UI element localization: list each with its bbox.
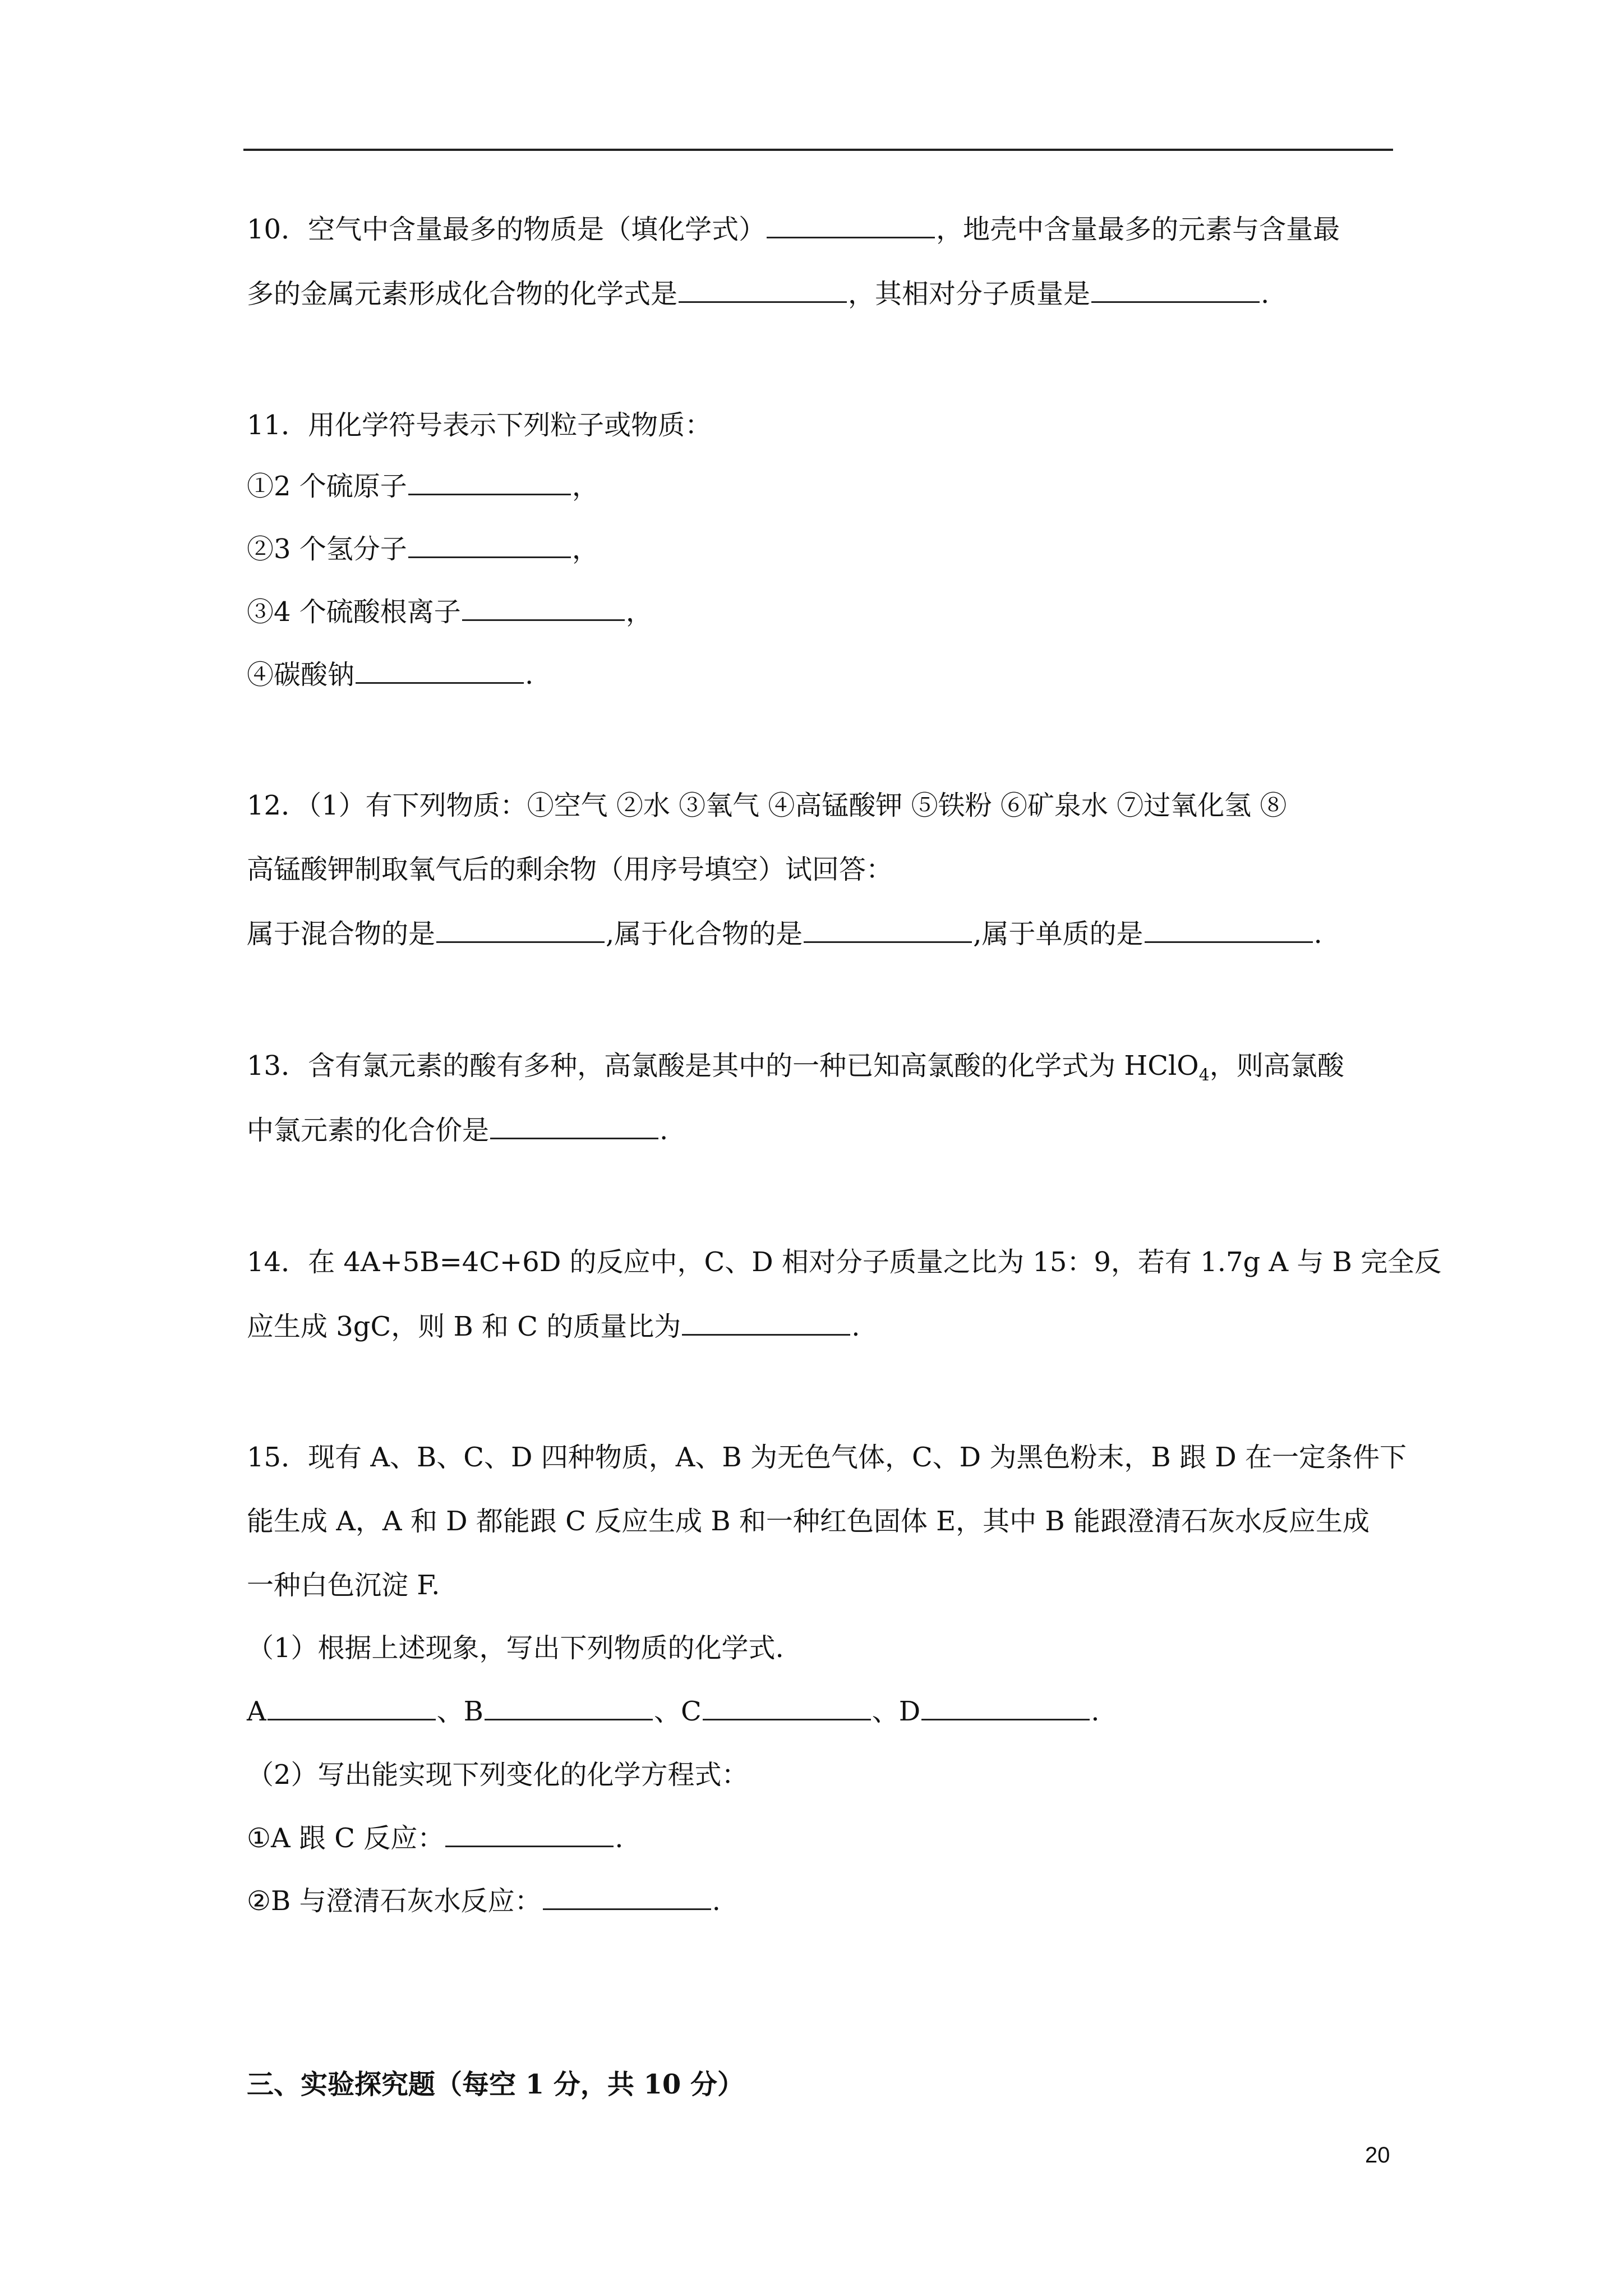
answer-blank[interactable] [490,1113,658,1139]
q12-line-3: 属于混合物的是 ,属于化合物的是 ,属于单质的是 . [247,917,1322,950]
q13-line-2: 中氯元素的化合价是 . [247,1113,668,1147]
answer-blank[interactable] [804,917,972,943]
q12-line-1: 12．（1）有下列物质：①空气 ②水 ③氧气 ④高锰酸钾 ⑤铁粉 ⑥矿泉水 ⑦过氧化氢 ⑧ [247,790,1287,821]
q15-part-2: （2）写出能实现下列变化的化学方程式： [247,1759,749,1791]
q15-line-3: 一种白色沉淀 F. [247,1570,440,1601]
q15-line-2: 能生成 A，A 和 D 都能跟 C 反应生成 B 和一种红色固体 E，其中 B 能跟澄清石灰水反应生成 [247,1506,1370,1537]
q15-formula-blanks: A 、B 、C 、D . [247,1694,1099,1728]
q13-line-1: 13．含有氯元素的酸有多种，高氯酸是其中的一种已知高氯酸的化学式为 HClO$_4$，则高氯酸 [247,1050,1344,1085]
q11-item-3: ③4 个硫酸根离子 ， [247,595,653,628]
page-number: 20 [1365,2143,1390,2168]
answer-blank[interactable] [445,1821,614,1847]
q10-line-2: 多的金属元素形成化合物的化学式是 ，其相对分子质量是 . [247,277,1269,310]
answer-blank[interactable] [408,532,571,558]
header-rule [243,149,1393,151]
q14-line-1: 14．在 4A+5B=4C+6D 的反应中，C、D 相对分子质量之比为 15：9，若有 1.7g A 与 B 完全反 [247,1246,1442,1278]
answer-blank[interactable] [921,1694,1090,1720]
q14-line-2: 应生成 3gC，则 B 和 C 的质量比为 . [247,1309,860,1343]
answer-blank[interactable] [543,1884,711,1910]
q15-equation-2: ②B 与澄清石灰水反应： . [247,1884,721,1917]
answer-blank[interactable] [1091,277,1260,303]
q15-line-1: 15．现有 A、B、C、D 四种物质，A、B 为无色气体，C、D 为黑色粉末，B 跟 D 在一定条件下 [247,1442,1407,1473]
q12-line-2: 高锰酸钾制取氧气后的剩余物（用序号填空）试回答： [247,854,893,885]
answer-blank[interactable] [679,277,847,303]
answer-blank[interactable] [703,1694,871,1720]
section-heading: 三、实验探究题（每空 1 分，共 10 分） [247,2069,745,2100]
q11-item-2: ②3 个氢分子 ， [247,532,599,565]
q10-line-1: 10．空气中含量最多的物质是（填化学式） ，地壳中含量最多的元素与含量最 [247,212,1340,246]
q11-item-1: ①2 个硫原子 ， [247,469,599,503]
q11-intro: 11．用化学符号表示下列粒子或物质： [247,409,712,441]
answer-blank[interactable] [485,1694,653,1720]
answer-blank[interactable] [682,1309,850,1336]
subscript: 4 [1198,1065,1210,1085]
answer-blank[interactable] [436,917,605,943]
answer-blank[interactable] [767,212,935,238]
answer-blank[interactable] [268,1694,436,1720]
q15-part-1: （1）根据上述现象，写出下列物质的化学式. [247,1632,784,1664]
answer-blank[interactable] [1145,917,1313,943]
answer-blank[interactable] [356,657,524,684]
q15-equation-1: ①A 跟 C 反应： . [247,1821,623,1855]
q11-item-4: ④碳酸钠 . [247,657,533,691]
answer-blank[interactable] [408,469,571,495]
answer-blank[interactable] [462,595,625,621]
